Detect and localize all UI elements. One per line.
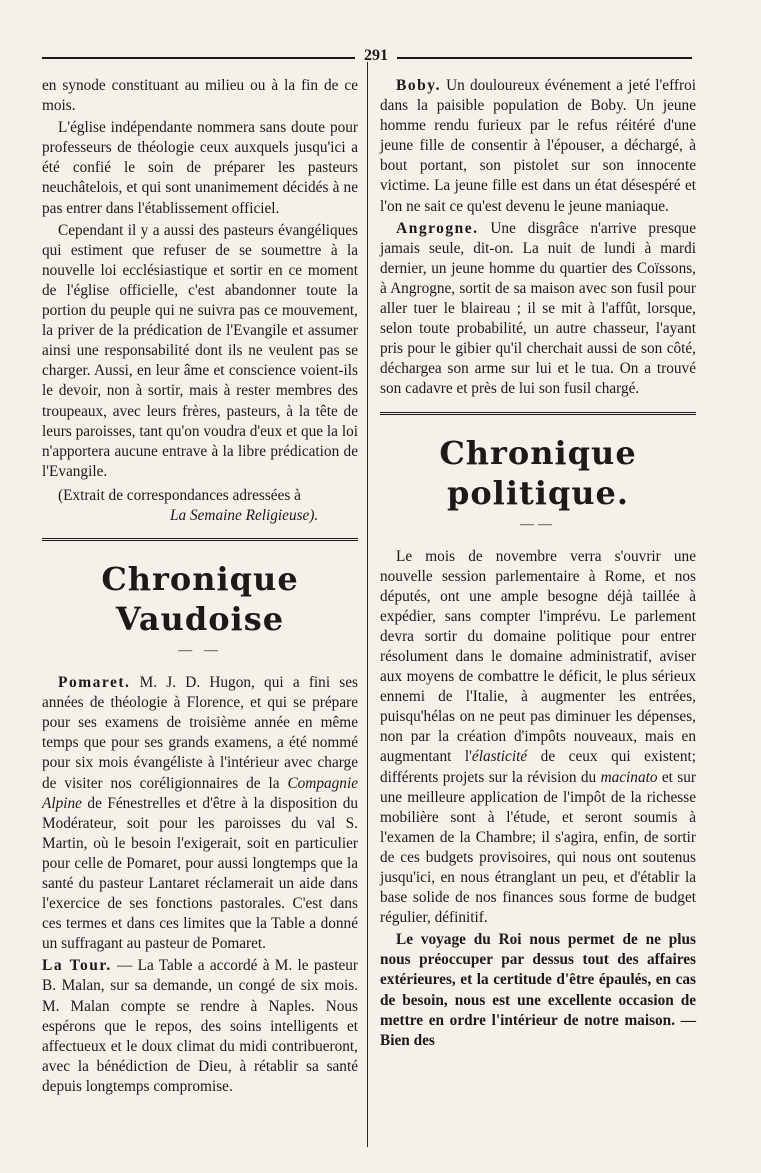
page-number: 291 bbox=[355, 46, 397, 66]
source-publication: La Semaine Religieuse). bbox=[170, 506, 319, 524]
politique-text-1: Le mois de novembre verra s'ouvrir une nouvelle session parlementaire à Rome, et nos députés, ont une ample besogne déjà taillée à expédier, sans compter l'imprévu. Le parlement devra sortir du domaine politique pour entrer résolument dans le domaine administratif, aviser aux moyens de combattre le déficit, le plus sérieux ennemi de l'Italie, à augmenter les entrées, puisqu'hélas on ne peut pas diminuer les dépenses, non par la création d'impôts nouveaux, mais en augmentant l' bbox=[380, 547, 696, 766]
politique-text-2: de ceux qui existent; différents projets sur la révision du bbox=[380, 748, 696, 786]
section-title-politique: Chronique politique. bbox=[439, 433, 637, 512]
paragraph-session-parlementaire bbox=[380, 547, 696, 929]
pomaret-italic: Compagnie Alpine bbox=[42, 774, 358, 812]
article-boby bbox=[380, 76, 696, 217]
article-pomaret bbox=[42, 673, 358, 954]
politique-italic-2: macinato bbox=[600, 768, 658, 786]
title-separator: —— bbox=[520, 516, 556, 532]
pomaret-text-2: de Fénestrelles et d'être à la disposition du Modérateur, soit pour les paroisses du val S. Martin, où le besoin l'exigerait, soit en particulier pour celle de Pomaret, pour aussi longtemps que la santé du pasteur Lantaret réclamerait un aide dans l'exercice de ses fonctions pastorales. C'est dans ces termes et dans ces limites que la Table a donné un suffragant au pasteur de Pomaret. bbox=[42, 794, 358, 953]
source-line: (Extrait de correspondances adressées à bbox=[58, 486, 301, 504]
paragraph-pasteurs-evangeliques: Cependant il y a aussi des pasteurs évangéliques qui estiment que refuser de se soumettre à la nouvelle loi ecclésiastique et sortir en ce moment de l'église officielle, c'est abandonner toute la portion du peuple qui ne suivra pas ce mouvement, la priver de la prédication de l'Evangile et assumer ainsi une responsabilité dont ils ne veulent pas se charger. Aussi, en leur âme et conscience voient-ils le devoir, non à sortir, mais à rester membres des troupeaux, avec leurs frères, pasteurs, à la tête de leurs paroisses, tant qu'on voudra d'eux et que la loi n'apportera aucune entrave à la libre prédication de l'Evangile. bbox=[42, 221, 358, 480]
paragraph-eglise-independante: L'église indépendante nommera sans doute pour professeurs de théologie ceux auxquels jusqu'ici a été confié le soin de préparer les pasteurs neuchâtelois, et qui sont unanimement décidés à ne pas entrer dans l'établissement officiel. bbox=[42, 119, 358, 217]
right-column bbox=[380, 76, 696, 1053]
column-divider bbox=[367, 62, 368, 1147]
article-angrogne bbox=[380, 219, 696, 400]
placename-pomaret: Pomaret. bbox=[58, 674, 131, 692]
section-rule bbox=[380, 412, 696, 415]
paragraph-synode: en synode constituant au milieu ou à la fin de ce mois. bbox=[42, 77, 358, 115]
latour-text: — La Table a accordé à M. le pasteur B. Malan, sur sa demande, un congé de six mois. M. Malan compte se rendre à Naples. Nous espérons que le repos, des soins intelligents et affectueux et le doux climat du midi contribueront, avec la bénédiction de Dieu, à rétablir sa santé depuis longtemps compromise. bbox=[42, 957, 358, 1095]
politique-italic-1: élasticité bbox=[471, 748, 528, 766]
placename-la-tour: La Tour. bbox=[42, 957, 112, 975]
pomaret-text-1: M. J. D. Hugon, qui a fini ses années de théologie à Florence, et qui se prépare pour ses examens de troisième année en même temps que pour ses grands examens, a été nommé pour six mois évangéliste à l'intérieur avec charge de visiter nos coréligionnaires de la bbox=[42, 674, 358, 792]
source-citation bbox=[42, 486, 358, 526]
politique-text-3: et sur une meilleure application de l'impôt de la richesse mobilière sont à l'étude, et seront soumis à l'examen de la Chambre; il s'agira, enfin, de sortir de ces budgets provisoires, qui nous ont soutenus jusqu'ici, en nous étranglant un peu, et d'établir la base solide de nos finances sous forme de budget régulier, définitif. bbox=[380, 768, 696, 927]
placename-angrogne: Angrogne. bbox=[396, 219, 479, 237]
article-la-tour bbox=[42, 956, 358, 1097]
title-separator: — — bbox=[178, 643, 222, 659]
section-title-vaudoise: Chronique Vaudoise bbox=[101, 560, 299, 639]
section-rule bbox=[42, 538, 358, 541]
placename-boby: Boby. bbox=[396, 77, 441, 94]
angrogne-text: Une disgrâce n'arrive presque jamais seule, dit-on. La nuit de lundi à mardi dernier, un jeune homme du quartier des Coïssons, à Angrogne, sortit de sa maison avec son fusil pour aller tuer le blaireau ; il se mit à l'affût, lorsque, selon toute probabilité, un autre chasseur, l'ayant pris pour le gibier qu'il cherchait aussi de son côté, déchargea son arme sur lui et le tua. On a trouvé son cadavre et près de lui son fusil chargé. bbox=[380, 219, 696, 398]
boby-text: Un douloureux événement a jeté l'effroi dans la paisible population de Boby. Un jeune homme rendu furieux par le refus réitéré d'une jeune fille de consentir à l'épouser, a déchargé, à bout portant, son pistolet sur son innocente victime. La jeune fille est dans un état désespéré et l'on ne sait ce qu'est devenu le jeune maniaque. bbox=[380, 77, 696, 215]
paragraph-voyage-du-roi: Le voyage du Roi nous permet de ne plus nous préoccuper par dessus tout des affaires extérieures, et la certitude d'être épaulés, en cas de besoin, nous est une excellente occasion de mettre en ordre l'intérieur de notre maison. — Bien des bbox=[380, 931, 696, 1049]
left-column bbox=[42, 76, 358, 1099]
